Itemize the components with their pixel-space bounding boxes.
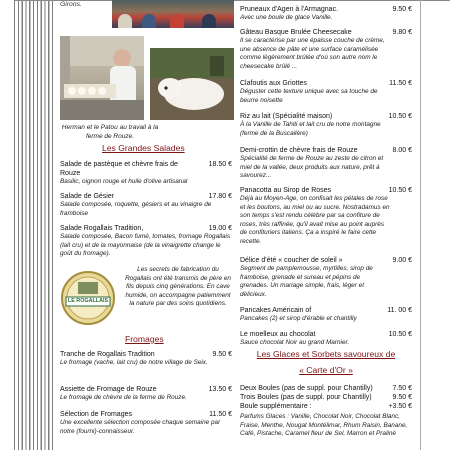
item-desc: Il se caractérise par une épaisse couche de crème, une absence de pâte et une surface caramélisée comme légèrement brûlée d'où son autre nom le cheesecake brûlé ... bbox=[240, 37, 385, 70]
item-name: Sélection de Fromages bbox=[60, 411, 132, 418]
item-name: Panacotta au Sirop de Roses bbox=[240, 187, 332, 194]
item-price: 9.00 € bbox=[392, 257, 412, 264]
glace-label: Trois Boules (pas de suppl. pour Chantilly) bbox=[240, 394, 372, 401]
item-price: 10.50 € bbox=[388, 113, 412, 120]
right-border bbox=[420, 0, 421, 450]
item-price: 11. 00 € bbox=[387, 307, 412, 314]
glace-row bbox=[240, 402, 412, 411]
item-desc: Salade composée, roquette, gésiers et au vinaigre de framboise bbox=[60, 201, 212, 217]
menu-item bbox=[60, 410, 232, 436]
glace-price: 7.50 € bbox=[392, 385, 412, 392]
menu-item bbox=[240, 256, 412, 299]
item-desc: Basilic, oignon rouge et huile d'olive artisanal bbox=[60, 178, 188, 185]
menu-item bbox=[240, 28, 412, 71]
item-name: Riz au lait (Spécialité maison) bbox=[240, 113, 333, 120]
item-desc: Déjà au Moyen-Age, on confisait les pétales de rose et les boutons, au miel ou au sucre. Nostradamus en son temps s'est rendu célèbre par sa confiture de roses, très raffinée, qu'il avait mise au point auprès de confituriers italiens. Ça a inspiré le faire cette recette. bbox=[240, 195, 390, 245]
item-desc: Déguster cette texture unique avec sa touche de beurre noisette bbox=[240, 88, 378, 104]
item-name: Pancakes Américain of bbox=[240, 307, 312, 314]
salades-title: Les Grandes Salades bbox=[102, 143, 185, 153]
item-price: 9.80 € bbox=[392, 29, 412, 36]
menu-item bbox=[60, 224, 232, 259]
glaces-prices bbox=[240, 384, 412, 439]
glace-price: 9.50 € bbox=[392, 394, 412, 401]
item-price: 9.50 € bbox=[212, 351, 232, 358]
item-desc: À la Vanille de Tahiti et lait cru de notre montagne (ferme de la Buscailère) bbox=[240, 121, 381, 137]
menu-item bbox=[240, 5, 412, 23]
glace-label: Boule supplémentaire : bbox=[240, 403, 312, 410]
item-price: 19.00 € bbox=[208, 225, 232, 232]
rogallais-logo bbox=[60, 270, 116, 326]
item-price: 11.50 € bbox=[209, 411, 232, 418]
item-name: Clafoutis aux Griottes bbox=[240, 80, 307, 87]
menu-item bbox=[240, 186, 412, 247]
decorative-stripes bbox=[14, 0, 56, 450]
item-price: 8.00 € bbox=[392, 147, 412, 154]
item-name: Salade Rogallais Tradition, bbox=[60, 225, 144, 232]
item-desc: Le fromage (vache, lait cru) de notre village de Seix. bbox=[60, 359, 208, 366]
item-name: Gâteau Basque Brulée Cheesecake bbox=[240, 29, 352, 36]
item-desc: Salade composée, Bacon fumé, tomates, fromage Rogallais (lait cru) et de la mayonnaise (de la vinaigrette change le goût du fromage). bbox=[60, 233, 231, 258]
item-desc: Le fromage de chèvre de la ferme de Rouze. bbox=[60, 394, 187, 401]
glace-row bbox=[240, 384, 412, 393]
menu-item bbox=[240, 146, 412, 181]
item-name: Salade de Gésier bbox=[60, 193, 115, 200]
menu-item bbox=[240, 306, 412, 324]
menu-item bbox=[60, 160, 232, 187]
item-desc: Une excellente sélection composée chaque semaine par notre (fourni)-connaisseur. bbox=[60, 419, 221, 435]
item-price: 17.80 € bbox=[208, 193, 232, 200]
logo-text: LE ROGALLAIS bbox=[67, 298, 109, 304]
item-name: Le moelleux au chocolat bbox=[240, 331, 316, 338]
menu-item bbox=[60, 350, 232, 368]
menu-item bbox=[60, 385, 232, 403]
item-price: 18.50 € bbox=[208, 161, 232, 168]
market-photo bbox=[112, 0, 234, 28]
item-name: Pruneaux d'Agen à l'Armagnac. bbox=[240, 6, 339, 13]
item-desc: Spécialité de ferme de Rouze au zeste de citron et miel de la vallée, deux produits aux nature, prêt à savourez... bbox=[240, 155, 384, 180]
item-price: 9.50 € bbox=[392, 6, 412, 13]
menu-item bbox=[240, 112, 412, 138]
item-price: 10.50 € bbox=[388, 187, 412, 194]
item-price: 10.50 € bbox=[388, 331, 412, 338]
glaces-title-line1: Les Glaces et Sorbets savoureux de bbox=[256, 349, 396, 359]
glace-row bbox=[240, 393, 412, 402]
item-name: Assiette de Fromage de Rouze bbox=[60, 386, 157, 393]
item-price: 11.50 € bbox=[389, 80, 412, 87]
glaces-title bbox=[240, 348, 412, 376]
photo-caption: Herman et le Patou au travail à la ferme de Rouze. bbox=[61, 124, 159, 140]
menu-item bbox=[240, 330, 412, 348]
item-desc: Sauce chocolat Noir au grand Marnier. bbox=[240, 339, 350, 346]
glace-label: Deux Boules (pas de suppl. pour Chantilly) bbox=[240, 385, 373, 392]
item-name: Salade de pastèque et chèvre frais de Rouze bbox=[60, 161, 178, 177]
item-name: Délice d'été « coucher de soleil » bbox=[240, 257, 343, 264]
girons-caption: Girons. bbox=[60, 1, 82, 8]
cheesemaker-photo bbox=[60, 36, 144, 120]
item-desc: Segment de pamplemousse, myrtilles, sirop de framboise, grenade et sureau et pépins de grenades. Un mariage simple, frais, léger et délicieux. bbox=[240, 265, 373, 298]
glace-parfums: Parfums Glaces : Vanille, Chocolat Noir, Chocolat Blanc, Fraise, Menthe, Nougat Montélimar, Rhum Raisin, Banane, Café, Pistache, Caramel fleur de Sel, Marron et Praliné bbox=[240, 413, 408, 438]
menu-item bbox=[240, 79, 412, 105]
item-desc: Pancakes (2) et sirop d'érable et chantilly bbox=[240, 315, 357, 322]
menu-item bbox=[60, 192, 232, 218]
item-desc: Avec une boule de glace Vanille. bbox=[240, 14, 333, 21]
item-price: 13.50 € bbox=[208, 386, 232, 393]
fromages-title: Fromages bbox=[125, 334, 164, 344]
glaces-title-line2: « Carte d'Or » bbox=[299, 365, 353, 375]
item-name: Demi-crottin de chèvre frais de Rouze bbox=[240, 147, 358, 154]
patou-dog-photo bbox=[150, 48, 234, 120]
rogallais-text: Les secrets de fabrication du Rogallais ont été transmis de père en fils depuis cinq générations. En cave humide, on accompagne patiemment la nature par des soins quotidiens. bbox=[125, 266, 231, 308]
glace-price: +3.50 € bbox=[388, 403, 412, 410]
item-name: Tranche de Rogallais Tradition bbox=[60, 351, 155, 358]
